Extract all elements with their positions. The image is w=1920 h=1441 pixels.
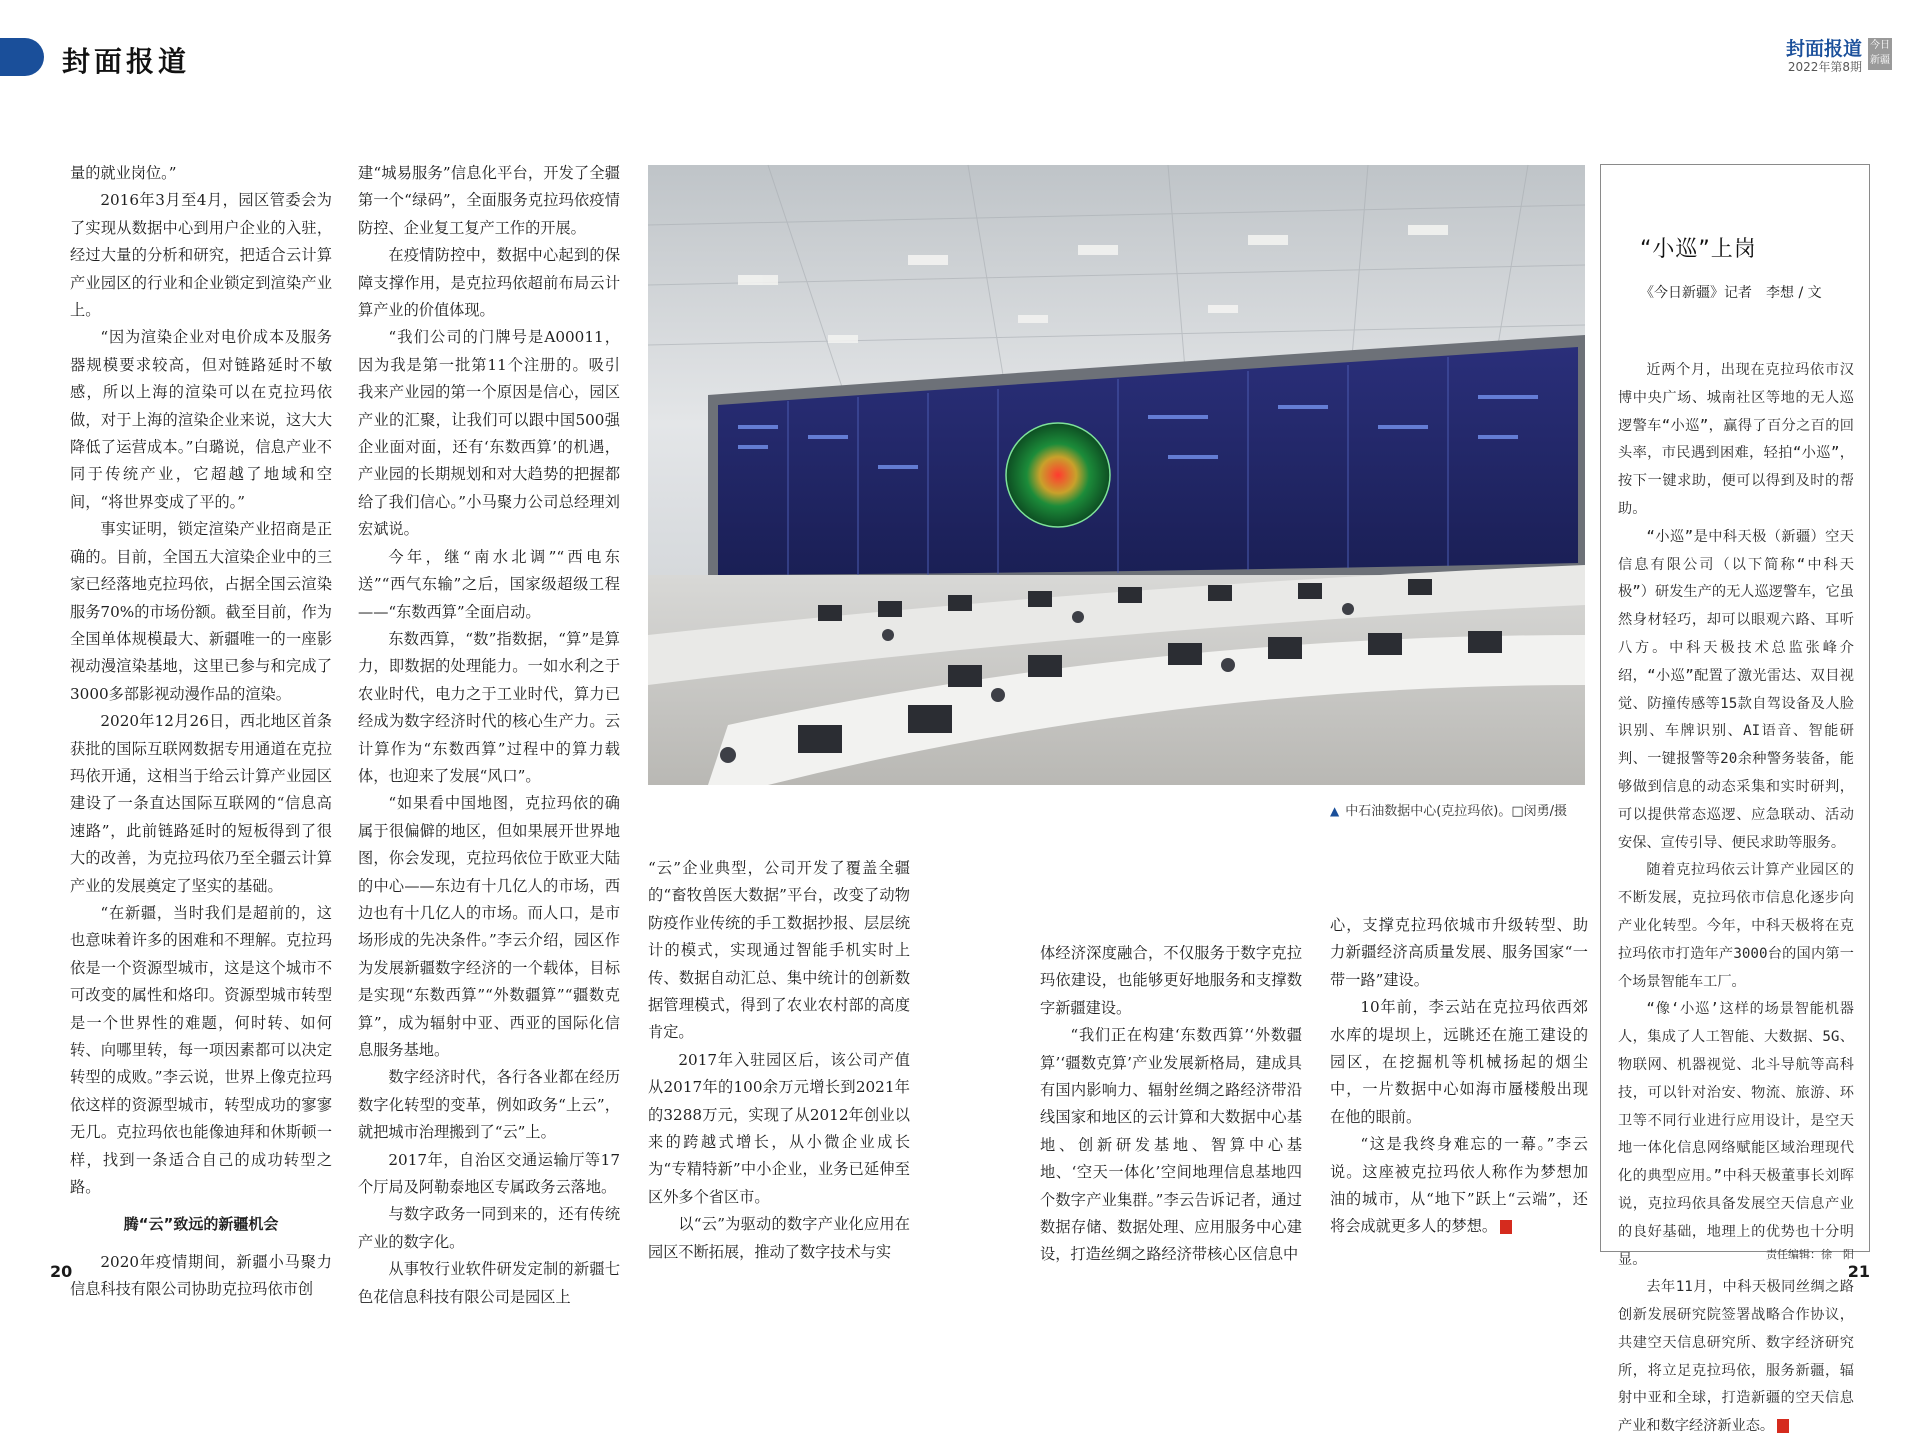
paragraph: 2020年疫情期间，新疆小马聚力信息科技有限公司协助克拉玛依市创 — [70, 1252, 332, 1299]
paragraph: 近两个月，出现在克拉玛依市汉博中央广场、城南社区等地的无人巡逻警车“小巡”，赢得了百分之百的回头率，市民遇到困难，轻拍“小巡”，按下一键求助，便可以得到及时的帮助。 — [1618, 362, 1854, 517]
paragraph: 事实证明，锁定渲染产业招商是正确的。目前，全国五大渲染企业中的三家已经落地克拉玛依，占据全国云渲染服务70%的市场份额。截至目前，作为全国单体规模最大、新疆唯一的一座影视动漫渲染基地，这里已参与和完成了3000多部影视动漫作品的渲染。 — [70, 520, 332, 703]
section-tab-marker — [0, 38, 44, 76]
issue-label: 2022年第8期 — [1787, 60, 1862, 74]
sidebar-byline: 《今日新疆》记者 李想 / 文 — [1640, 285, 1822, 301]
paragraph: “在新疆，当时我们是超前的，这也意味着许多的困难和不理解。克拉玛依是一个资源型城市，这是这个城市不可改变的属性和烙印。资源型城市转型是一个世界性的难题，何时转、如何转、向哪里转，每一项因素都可以决定转型的成败。”李云说，世界上像克拉玛依这样的资源型城市，转型成功的寥寥无几。克拉玛依也能像迪拜和休斯顿一样，找到一条适合自己的成功转型之路。 — [70, 903, 332, 1197]
paragraph: 建“城易服务”信息化平台，开发了全疆第一个“绿码”，全面服务克拉玛依疫情防控、企业复工复产工作的开展。 — [358, 164, 620, 237]
paragraph: “如果看中国地图，克拉玛依的确属于很偏僻的地区，但如果展开世界地图，你会发现，克拉玛依位于欧亚大陆的中心——东边有十几亿人的市场，西边也有十几亿人的市场。而人口，是市场形成的先决条件。”李云介绍，园区作为发展新疆数字经济的一个载体，目标是实现“东数西算”“外数疆算”“疆数克算”，成为辐射中亚、西亚的国际化信息服务基地。 — [358, 794, 620, 1059]
paragraph: “因为渲染企业对电价成本及服务器规模要求较高，但对链路延时不敏感，所以上海的渲染可以在克拉玛依做，对于上海的渲染企业来说，这大大降低了运营成本。”白璐说，信息产业不同于传统产业，它超越了地域和空间，“将世界变成了平的。” — [70, 328, 332, 511]
paragraph: 2020年12月26日，西北地区首条获批的国际互联网数据专用通道在克拉玛依开通，这相当于给云计算产业园区建设了一条直达国际互联网的“信息高速路”，此前链路延时的短板得到了很大的改善，为克拉玛依乃至全疆云计算产业的发展奠定了坚实的基础。 — [70, 712, 332, 895]
paragraph: 随着克拉玛依云计算产业园区的不断发展，克拉玛依市信息化逐步向产业化转型。今年，中科天极将在克拉玛依市打造年产3000台的国内第一个场景智能车工厂。 — [1618, 862, 1854, 990]
paragraph-text: “这是我终身难忘的一幕。”李云说。这座被克拉玛依人称作为梦想加油的城市，从“地下”跃上“云端”，还将会成就更多人的梦想。 — [1330, 1135, 1588, 1236]
page-number-right: 21 — [1847, 1262, 1870, 1281]
paragraph: 以“云”为驱动的数字产业化应用在园区不断拓展，推动了数字技术与实 — [648, 1215, 910, 1261]
article-column-4 — [1040, 940, 1302, 1264]
magazine-brand — [1786, 38, 1862, 74]
article-end-icon: J — [1500, 1220, 1512, 1234]
paragraph: 2017年，自治区交通运输厅等17个厅局及阿勒泰地区专属政务云落地。 — [358, 1150, 620, 1197]
paragraph: 心，支撑克拉玛依城市升级转型、助力新疆经济高质量发展、服务国家“一带一路”建设。 — [1330, 916, 1588, 989]
paragraph: 2016年3月至4月，园区管委会为了实现从数据中心到用户企业的入驻，经过大量的分析和研究，把适合云计算产业园区的行业和企业锁定到渲染产业上。 — [70, 191, 332, 320]
paragraph: “像‘小巡’这样的场景智能机器人，集成了人工智能、大数据、5G、物联网、机器视觉、北斗导航等高科技，可以针对治安、物流、旅游、环卫等不同行业进行应用设计，是空天地一体化信息网络赋能区域治理现代化的典型应用。”中科天极董事长刘晖说，克拉玛依具备发展空天信息产业的良好基础，地理上的优势也十分明显。 — [1618, 1001, 1854, 1268]
paragraph: 数字经济时代，各行各业都在经历数字化转型的变革，例如政务“上云”，就把城市治理搬到了“云”上。 — [358, 1068, 620, 1142]
paragraph — [1330, 1131, 1588, 1241]
editor-credit: 责任编辑：徐 阳 — [1766, 1248, 1854, 1261]
magazine-logo: 今日新疆 — [1868, 38, 1892, 70]
paragraph-text: 去年11月，中科天极同丝绸之路创新发展研究院签署战略合作协议，共建空天信息研究所、数字经济研究所，将立足克拉玛依，服务新疆，辐射中亚和全球，打造新疆的空天信息产业和数字经济新业态。 — [1618, 1279, 1854, 1435]
article-column-2 — [358, 160, 620, 1306]
paragraph: “我们正在构建‘东数西算’‘外数疆算’‘疆数克算’产业发展新格局，建成具有国内影响力、辐射丝绸之路经济带沿线国家和地区的云计算和大数据中心基地、创新研发基地、智算中心基地、‘空天一体化’空间地理信息基地四个数字产业集群。”李云告诉记者，通过数据存储、数据处理、应用服务中心建设，打造丝绸之路经济带核心区信息中 — [1040, 1026, 1302, 1264]
datacenter-photo — [648, 165, 1585, 785]
article-column-1 — [70, 160, 332, 1299]
paragraph: 今年，继“南水北调”“西电东送”“西气东输”之后，国家级超级工程——“东数西算”全面启动。 — [358, 547, 620, 621]
paragraph: “小巡”是中科天极（新疆）空天信息有限公司（以下简称“中科天极”）研发生产的无人巡逻警车，它虽然身材轻巧，却可以眼观六路、耳听八方。中科天极技术总监张峰介绍，“小巡”配置了激光雷达、双目视觉、防撞传感等15款自驾设备及人脸识别、车牌识别、AI语音、智能研判、一键报警等20余种警务装备，能够做到信息的动态采集和实时研判，可以提供常态巡逻、应急联动、活动安保、宣传引导、便民求助等服务。 — [1618, 528, 1854, 851]
paragraph: 在疫情防控中，数据中心起到的保障支撑作用，是克拉玛依超前布局云计算产业的价值体现。 — [358, 246, 620, 320]
control-room-illustration — [648, 165, 1585, 785]
paragraph: 与数字政务一同到来的，还有传统产业的数字化。 — [358, 1205, 620, 1251]
paragraph: 2017年入驻园区后，该公司产值从2017年的100余万元增长到2021年的3288万元，实现了从2012年创业以来的跨越式增长，从小微企业成长为“专精特新”中小企业，业务已延伸至区外多个省区市。 — [648, 1050, 910, 1206]
paragraph: 从事牧行业软件研发定制的新疆七色花信息科技有限公司是园区上 — [358, 1260, 620, 1306]
article-column-5 — [1330, 912, 1588, 1260]
paragraph: 10年前，李云站在克拉玛依西郊水库的堤坝上，远眺还在施工建设的园区，在挖掘机等机械扬起的烟尘中，一片数据中心如海市蜃楼般出现在他的眼前。 — [1330, 998, 1588, 1126]
paragraph: “云”企业典型，公司开发了覆盖全疆的“畜牧兽医大数据”平台，改变了动物防疫作业传统的手工数据抄报、层层统计的模式，实现通过智能手机实时上传、数据自动汇总、集中统计的创新数据管理模式，得到了农业农村部的高度肯定。 — [648, 859, 910, 1042]
subheading: 腾“云”致远的新疆机会 — [123, 1215, 279, 1234]
paragraph: 体经济深度融合，不仅服务于数字克拉玛依建设，也能够更好地服务和支撑数字新疆建设。 — [1040, 944, 1302, 1017]
article-column-3 — [648, 855, 910, 1261]
sidebar-title: “小巡”上岗 — [1640, 237, 1757, 262]
paragraph: 东数西算，“数”指数据，“算”是算力，即数据的处理能力。一如水利之于农业时代，电力之于工业时代，算力已经成为数字经济时代的核心生产力。云计算作为“东数西算”过程中的算力载体，也迎来了发展“风口”。 — [358, 629, 620, 785]
sidebar-body — [1618, 357, 1854, 1441]
section-title: 封面报道 — [62, 45, 191, 78]
caption-triangle-icon: ▲ — [1330, 804, 1340, 818]
caption-text: 中石油数据中心(克拉玛依)。□闵勇/摄 — [1345, 804, 1568, 819]
photo-caption — [1330, 800, 1567, 819]
paragraph: “我们公司的门牌号是A00011，因为我是第一批第11个注册的。吸引我来产业园的第一个原因是信心，园区产业的汇聚，让我们可以跟中国500强企业面对面，还有‘东数西算’的机遇，产业园的长期规划和对大趋势的把握都给了我们信心。”小马聚力公司总经理刘宏斌说。 — [358, 328, 620, 539]
page-number-left: 20 — [50, 1262, 73, 1281]
sidebar-end-icon: J — [1777, 1419, 1789, 1433]
paragraph — [1618, 1274, 1854, 1441]
brand-title: 封面报道 — [1785, 38, 1862, 60]
paragraph: 量的就业岗位。” — [70, 164, 177, 182]
